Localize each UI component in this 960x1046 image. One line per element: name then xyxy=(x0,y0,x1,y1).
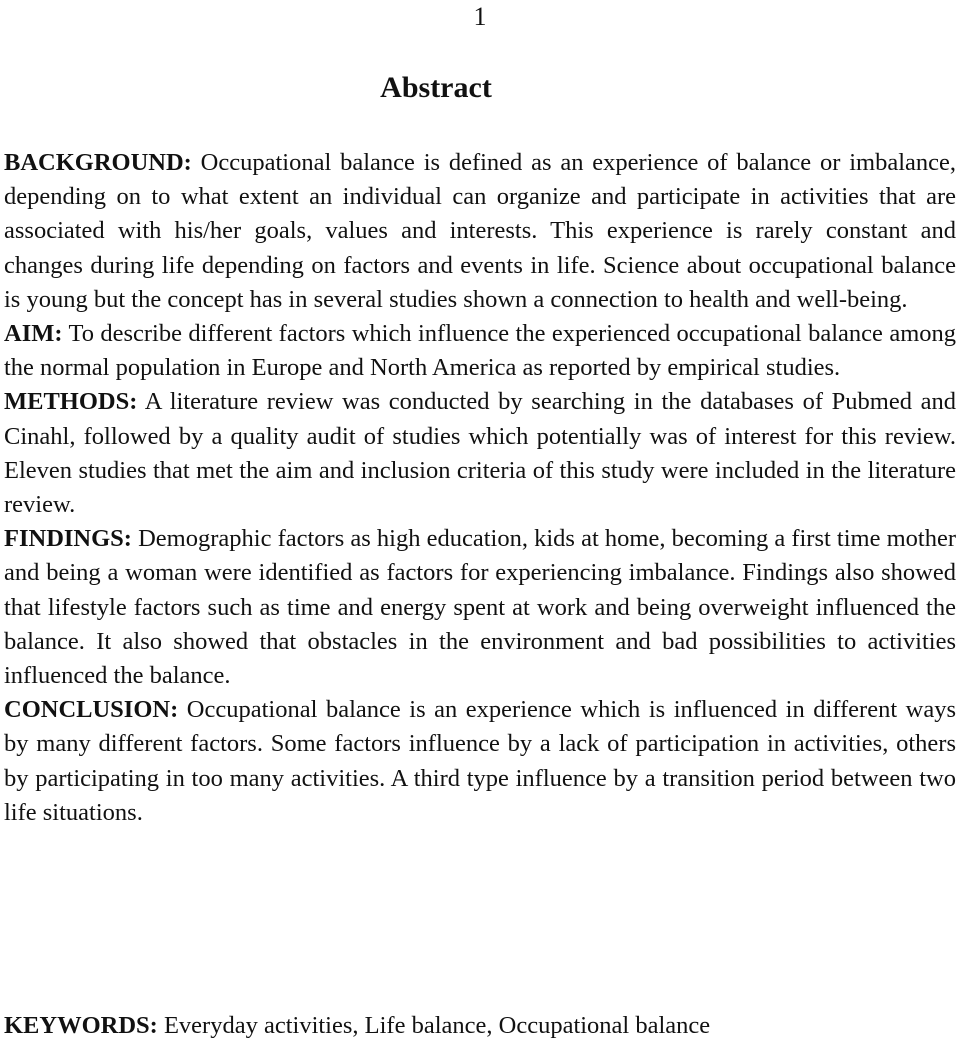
section-label-conclusion: CONCLUSION: xyxy=(4,696,179,724)
section-text-findings: Demographic factors as high education, kids at home, becoming a first time mother and being a woman were identified as factors for experiencing imbalance. Findings also showed that lifestyle factors such as time and energy spent at work and being overweight influenced the balance. It also showed that obstacles in the environment and bad possibilities to activities influenced the balance. xyxy=(4,525,957,690)
section-conclusion xyxy=(4,693,956,830)
section-text-background: Occupational balance is defined as an experience of balance or imbalance, depending on to what extent an individual can organize and participate in activities that are associated with his/her goals, values and interests. This experience is rarely constant and changes during life depending on factors and events in life. Science about occupational balance is young but the concept has in several studies shown a connection to health and well-being. xyxy=(4,149,956,313)
section-background xyxy=(4,146,956,317)
section-label-methods: METHODS: xyxy=(4,388,138,416)
keywords-text: Everyday activities, Life balance, Occupational balance xyxy=(163,1012,711,1039)
section-aim xyxy=(4,317,956,385)
keywords-label: KEYWORDS: xyxy=(4,1012,158,1039)
section-text-methods: A literature review was conducted by searching in the databases of Pubmed and Cinahl, followed by a quality audit of studies which potentially was of interest for this review. Eleven studies that met the aim and inclusion criteria of this study were included in the literature review. xyxy=(4,388,956,519)
section-text-aim: To describe different factors which influence the experienced occupational balance among the normal population in Europe and North America as reported by empirical studies. xyxy=(4,320,956,382)
section-findings xyxy=(4,522,956,693)
abstract-title: Abstract xyxy=(380,71,492,104)
section-text-conclusion: Occupational balance is an experience which is influenced in different ways by many different factors. Some factors influence by a lack of participation in activities, others by participating in too many activities. A third type influence by a transition period between two life situations. xyxy=(4,696,957,826)
section-label-findings: FINDINGS: xyxy=(4,525,132,553)
page-number: 1 xyxy=(473,2,487,31)
keywords-line xyxy=(4,1009,956,1043)
section-label-background: BACKGROUND: xyxy=(4,149,192,176)
section-label-aim: AIM: xyxy=(4,320,63,348)
section-methods xyxy=(4,385,956,522)
abstract-body xyxy=(4,146,956,830)
